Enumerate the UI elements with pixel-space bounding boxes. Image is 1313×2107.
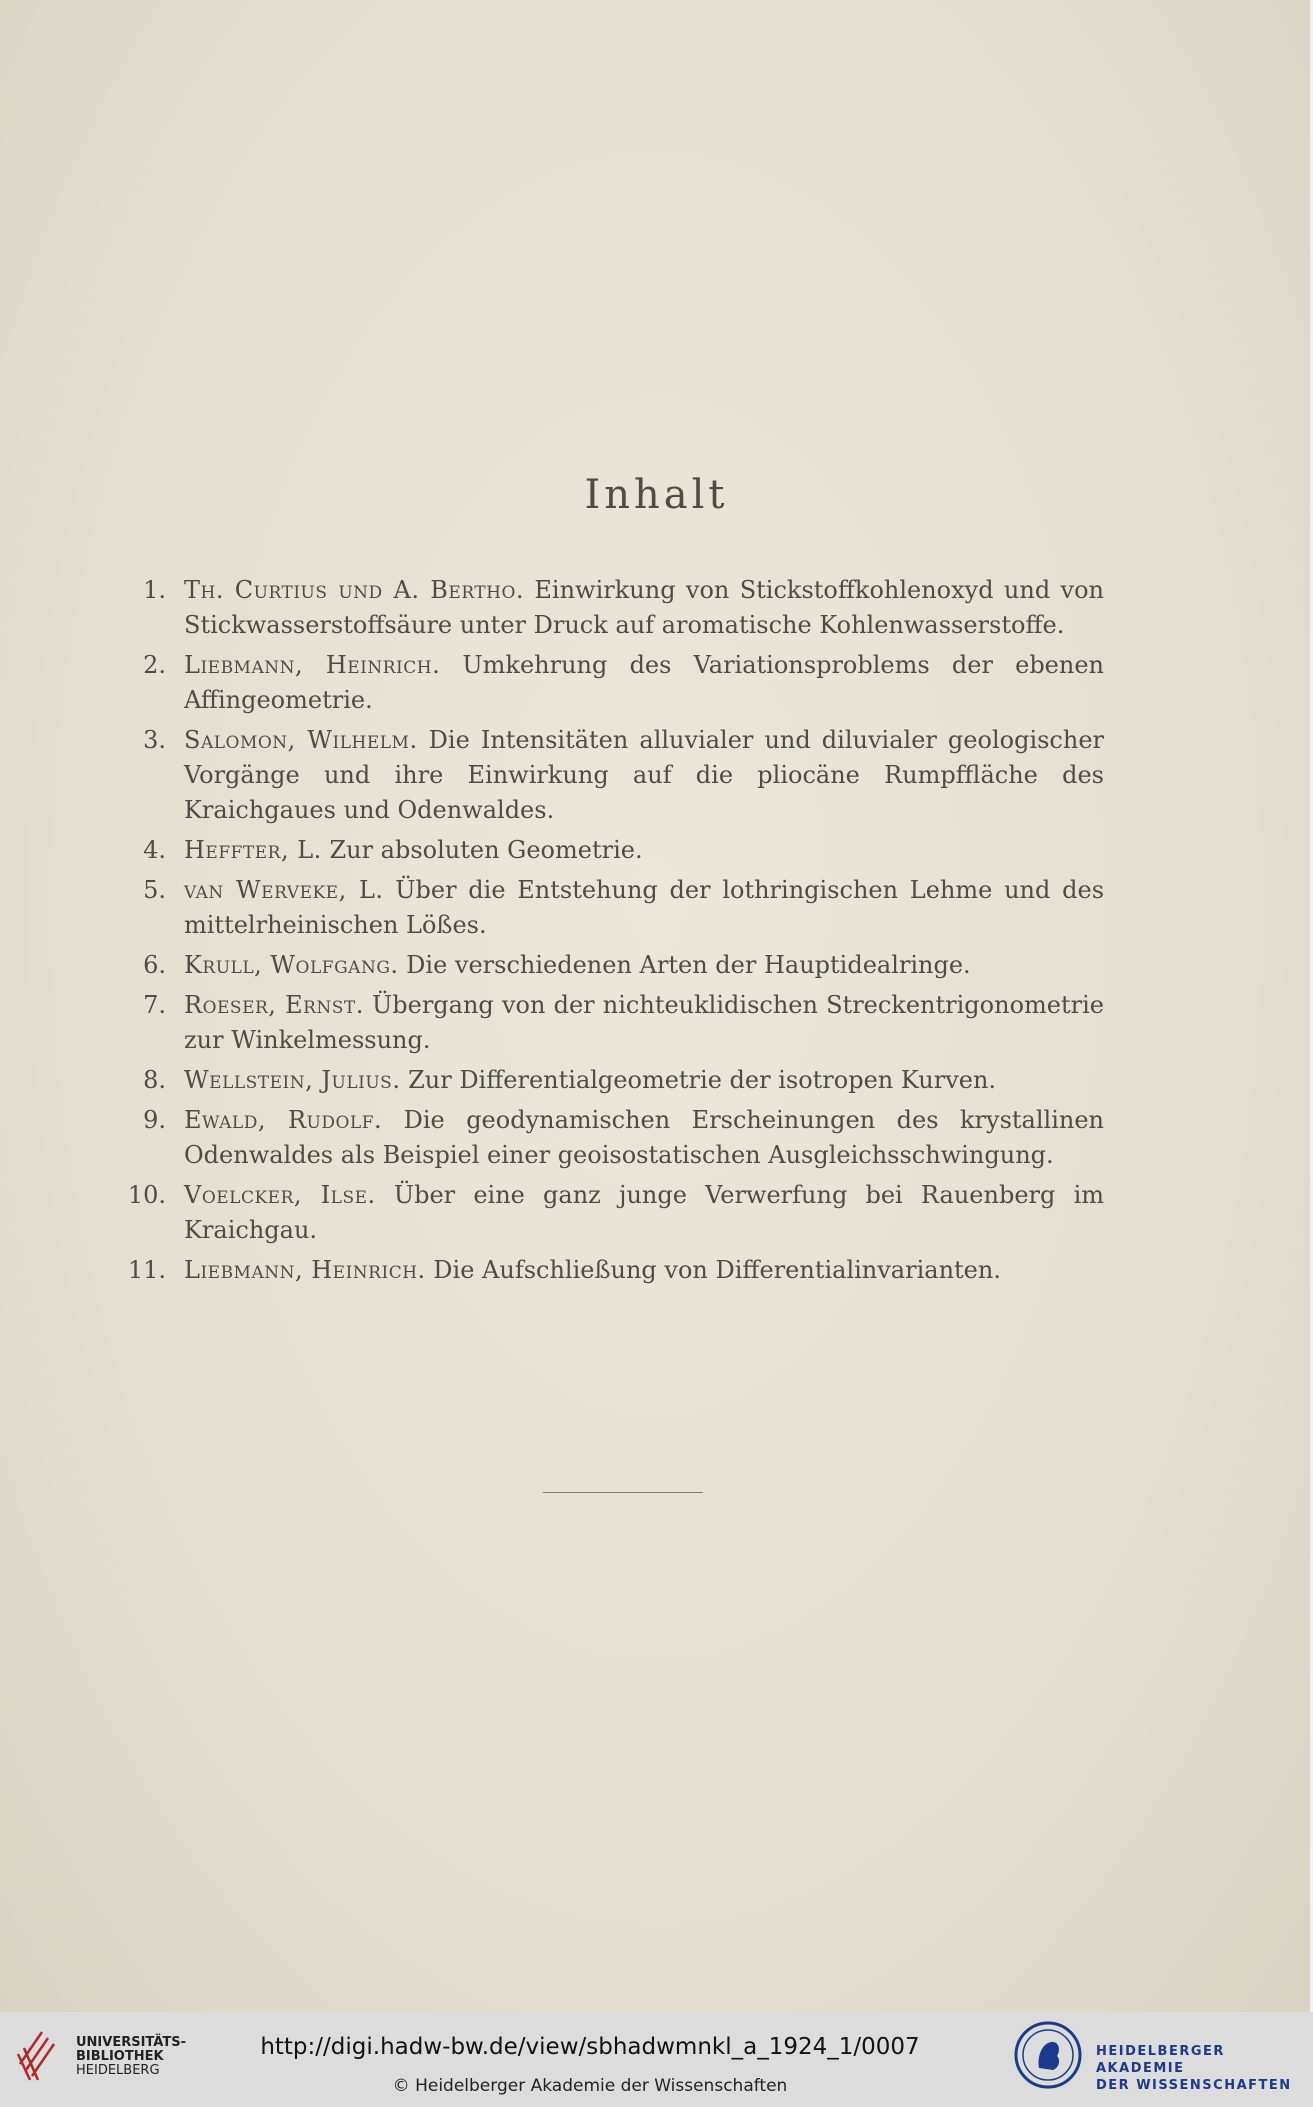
entry-text [184,1178,1104,1248]
hadw-line-2: DER WISSENSCHAFTEN [1096,2078,1292,2093]
toc-entry [126,988,1104,1058]
entry-author: Roeser, Ernst. [184,991,364,1019]
entry-text [184,723,1104,828]
entry-author: Liebmann, Heinrich. [184,1256,426,1284]
hadw-wordmark [1096,2043,1313,2094]
toc-entry [126,873,1104,943]
entry-number: 1. [143,576,166,604]
entry-text [184,948,1104,983]
entry-number: 6. [143,951,166,979]
entry-text [184,833,1104,868]
toc-entry [126,648,1104,718]
toc-entry [126,723,1104,828]
entry-number: 4. [143,836,166,864]
entry-number: 8. [143,1066,166,1094]
entry-number: 5. [143,876,166,904]
permalink-url[interactable]: http://digi.hadw-bw.de/view/sbhadwmnkl_a_1924_1/0007 [260,2034,920,2060]
ub-line-1: UNIVERSITÄTS- [76,2035,186,2050]
entry-author: Liebmann, Heinrich. [184,651,441,679]
entry-title: Zur Differentialgeometrie der isotropen Kurven. [400,1066,997,1094]
entry-title: Die geodynamischen Erscheinungen des krystallinen Odenwaldes als Beispiel einer geoisostatischen Ausgleichsschwingung. [184,1106,1104,1169]
page-title: Inhalt [584,472,729,518]
entry-number: 3. [143,726,166,754]
entry-text [184,988,1104,1058]
entry-title: Einwirkung von Stickstoffkohlenoxyd und von Stickwasserstoffsäure unter Druck auf aromatische Kohlenwasserstoffe. [184,576,1104,639]
toc-entry [126,948,1104,983]
ub-line-2: BIBLIOTHEK [76,2049,164,2064]
entry-title: Umkehrung des Variationsproblems der ebenen Affingeometrie. [184,651,1105,714]
table-of-contents [126,573,1104,1293]
entry-title: Über die Entstehung der lothringischen Lehme und des mittelrheinischen Lößes. [184,876,1105,939]
entry-author: Th. Curtius und A. Bertho. [184,576,525,604]
entry-number: 7. [143,991,166,1019]
entry-author: Voelcker, Ilse. [184,1181,376,1209]
entry-title: Über eine ganz junge Verwerfung bei Rauenberg im Kraichgau. [184,1181,1104,1244]
entry-text [184,1063,1104,1098]
closing-rule [543,1492,703,1493]
entry-text [184,1253,1104,1288]
entry-text [184,573,1104,643]
toc-entry [126,1253,1104,1288]
entry-title: Die Intensitäten alluvialer und diluvialer geologischer Vorgänge und ihre Einwirkung auf die pliocäne Rumpffläche des Kraichgaues und Odenwaldes. [184,726,1105,824]
entry-text [184,873,1104,943]
entry-number: 10. [127,1181,166,1209]
entry-number: 9. [143,1106,166,1134]
entry-author: van Werveke, L. [184,876,384,904]
entry-author: Wellstein, Julius. [184,1066,401,1094]
hadw-seal-icon[interactable] [1013,2020,1083,2090]
toc-entry [126,1063,1104,1098]
copyright-notice: © Heidelberger Akademie der Wissenschaften [392,2076,788,2096]
entry-author: Krull, Wolfgang. [184,951,399,979]
entry-number: 2. [143,651,166,679]
entry-author: Ewald, Rudolf. [184,1106,383,1134]
entry-title: Zur absoluten Geometrie. [321,836,643,864]
entry-title: Übergang von der nichteuklidischen Streckentrigonometrie zur Winkelmessung. [184,991,1104,1054]
entry-title: Die Aufschließung von Differentialinvarianten. [425,1256,1001,1284]
toc-entry [126,1103,1104,1173]
hadw-line-1: HEIDELBERGER AKADEMIE [1096,2044,1225,2076]
toc-entry [126,573,1104,643]
toc-entry [126,1178,1104,1248]
entry-number: 11. [127,1256,166,1284]
entry-title: Die verschiedenen Arten der Hauptidealringe. [398,951,971,979]
entry-text [184,1103,1104,1173]
entry-author: Salomon, Wilhelm. [184,726,418,754]
entry-text [184,648,1104,718]
entry-author: Heffter, L. [184,836,322,864]
toc-entry [126,833,1104,868]
ub-line-3: HEIDELBERG [76,2063,160,2078]
